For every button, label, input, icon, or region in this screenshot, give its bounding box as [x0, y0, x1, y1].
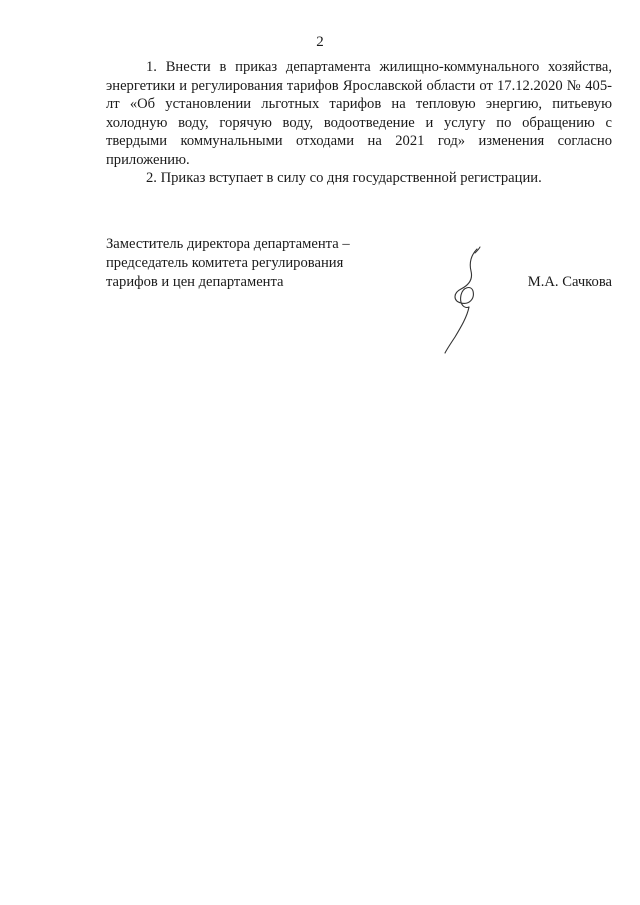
paragraph-1: 1. Внести в приказ департамента жилищно-коммунального хозяйства, энергетики и регулирования тарифов Ярославской области от 17.12.2020 № 405-лт «Об установлении льготных тарифов на тепловую энергию, питьевую холодную воду, горячую воду, водоотведение и услугу по обращению с твердыми коммунальными отходами на 2021 год» изменения согласно приложению.: [106, 59, 612, 168]
signer-name: М.А. Сачкова: [527, 274, 612, 290]
document-body: [106, 58, 612, 188]
signer-title: Заместитель директора департамента – председатель комитета регулирования тарифов и цен департамента: [106, 236, 350, 290]
signature-block: [106, 235, 612, 355]
page-number: 2: [316, 34, 324, 50]
paragraph-2: 2. Приказ вступает в силу со дня государственной регистрации.: [146, 170, 542, 186]
handwritten-signature: [431, 243, 501, 358]
